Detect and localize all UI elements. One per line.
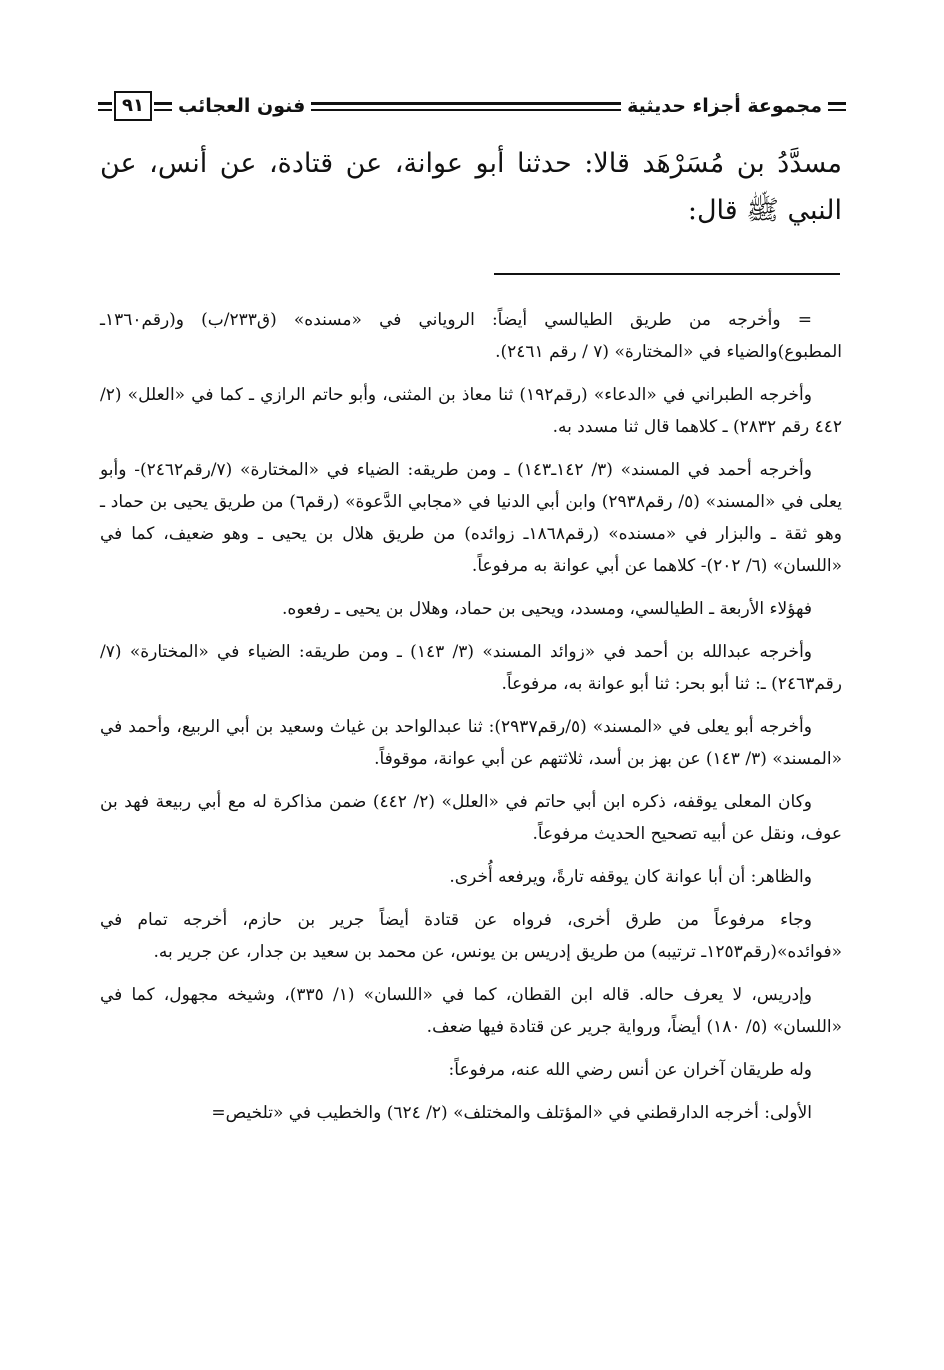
part-title: فنون العجائب: [177, 95, 306, 117]
footnote-paragraph: والظاهر: أن أبا عوانة كان يوقفه تارةً، ويرفعه أُخرى.: [449, 867, 812, 887]
main-text: مسدَّدُ بن مُسَرْهَد قالا: حدثنا أبو عوانة، عن قتادة، عن أنس، عن النبي ﷺ قال:: [100, 148, 842, 226]
page-number: ٩١: [114, 91, 152, 121]
footnote-paragraph: وله طريقان آخران عن أنس رضي الله عنه، مرفوعاً:: [448, 1060, 812, 1080]
footnote-paragraph: فهؤلاء الأربعة ـ الطيالسي، ومسدد، ويحيى بن حماد، وهلال بن يحيى ـ رفعوه.: [282, 599, 812, 619]
book-title: مجموعة أجزاء حديثية: [627, 95, 822, 117]
footnote-paragraph: وأخرجه أبو يعلى في «المسند» (٥/رقم٢٩٣٧): ثنا عبدالواحد بن غياث وسعيد بن أبي الربيع، وأحمد في «المسند» (٣/ ١٤٣) عن بهز بن أسد، ثلاثتهم عن أبي عوانة، موقوفاً.: [100, 717, 842, 769]
header-rule-middle: [311, 102, 621, 111]
footnote-paragraph: وإدريس، لا يعرف حاله. قاله ابن القطان، كما في «اللسان» (١/ ٣٣٥)، وشيخه مجهول، كما في «اللسان» (٥/ ١٨٠) أيضاً، ورواية جرير عن قتادة فيها ضعف.: [100, 985, 842, 1037]
header-rule-right: [828, 102, 846, 111]
footnotes: [100, 304, 842, 1140]
header-rule-left: [154, 102, 172, 111]
footnote-paragraph: وأخرجه عبدالله بن أحمد في «زوائد المسند» (٣/ ١٤٣) ـ ومن طريقه: الضياء في «المختارة» (٧/رقم٢٤٦٣) ـ: ثنا أبو بحر: ثنا أبو عوانة به، مرفوعاً.: [100, 642, 842, 694]
header-rule-end: [98, 102, 112, 111]
footnote-separator: [494, 273, 840, 275]
footnote-paragraph: وجاء مرفوعاً من طرق أخرى، فرواه عن قتادة أيضاً جرير بن حازم، أخرجه تمام في «فوائده»(رقم١٢٥٣ـ ترتيبه) من طريق إدريس بن يونس، عن محمد بن سعيد بن جدار، عن جرير به.: [100, 910, 842, 962]
footnote-paragraph: وأخرجه أحمد في المسند» (٣/ ١٤٢ـ١٤٣) ـ ومن طريقه: الضياء في «المختارة» (٧/رقم٢٤٦٢)- وأبو يعلى في «المسند» (٥/ رقم٢٩٣٨) وابن أبي الدنيا في «مجابي الدَّعوة» (رقم٦) من طريق يحيى بن حماد ـ وهو ثقة ـ والبزار في «مسنده» (رقم١٨٦٨ـ زوائده) من طريق هلال بن يحيى ـ وهو ضعيف، كما في «اللسان» (٦/ ٢٠٢)- كلاهما عن أبي عوانة به مرفوعاً.: [100, 460, 842, 576]
footnote-paragraph: = وأخرجه من طريق الطيالسي أيضاً: الروياني في «مسنده» (ق٢٣٣/ب) و(رقم١٣٦٠ـ المطبوع)والضياء في «المختارة» (٧ / رقم ٢٤٦١).: [100, 310, 842, 362]
footnote-paragraph: وكان المعلى يوقفه، ذكره ابن أبي حاتم في «العلل» (٢/ ٤٤٢) ضمن مذاكرة له مع أبي ربيعة فهد بن عوف، ونقل عن أبيه تصحيح الحديث مرفوعاً.: [100, 792, 842, 844]
footnote-paragraph: الأولى: أخرجه الدارقطني في «المؤتلف والمختلف» (٢/ ٦٢٤) والخطيب في «تلخيص=: [211, 1103, 812, 1123]
page-header: [98, 88, 846, 124]
footnote-paragraph: وأخرجه الطبراني في «الدعاء» (رقم١٩٢) ثنا معاذ بن المثنى، وأبو حاتم الرازي ـ كما في «العلل» (٢/ ٤٤٢ رقم ٢٨٣٢) ـ كلاهما قال ثنا مسدد به.: [100, 385, 842, 437]
